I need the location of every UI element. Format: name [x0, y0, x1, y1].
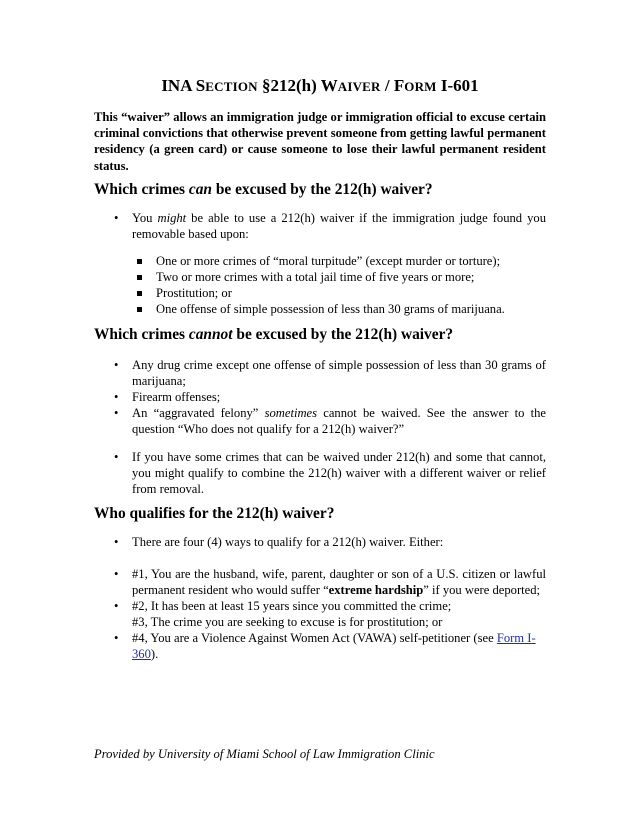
list-item: [132, 210, 546, 242]
link-text: 360: [132, 647, 151, 661]
sub-list-item: Two or more crimes with a total jail time of five years or more;: [156, 270, 475, 284]
title-form: ORM: [404, 79, 437, 94]
list-item-continuation: #3, The crime you are seeking to excuse is for prostitution; or: [132, 615, 443, 629]
title-prefix: INA: [161, 76, 196, 95]
bullet-icon: •: [114, 390, 119, 404]
title-s: S: [195, 76, 206, 95]
link-text: Form I-: [496, 631, 536, 645]
list-item: Any drug crime except one offense of simple possession of less than 30 grams of marijuana;: [132, 358, 546, 388]
heading-emphasis: cannot: [188, 326, 233, 343]
item-text: ).: [150, 647, 159, 661]
footer-credit: Provided by University of Miami School of Law Immigration Clinic: [94, 747, 435, 761]
bullet-icon: •: [114, 211, 119, 225]
section-heading-qualifies: Who qualifies for the 212(h) waiver?: [94, 505, 335, 522]
sub-list-item: One or more crimes of “moral turpitude” (except murder or torture);: [156, 254, 501, 268]
list-item: If you have some crimes that can be waived under 212(h) and some that cannot, you might qualify to combine the 212(h) waiver with a different waiver or relief from removal.: [132, 450, 546, 496]
title-form-number: I-601: [436, 76, 479, 95]
list-item: Firearm offenses;: [132, 390, 221, 404]
bullet-icon: •: [114, 567, 119, 581]
list-item: [132, 630, 546, 662]
bullet-icon: •: [114, 535, 119, 549]
list-item: #2, It has been at least 15 years since you committed the crime;: [132, 599, 452, 613]
item-text: You: [132, 211, 158, 225]
title-section: ECTION: [205, 79, 258, 94]
item-emphasis: might: [157, 211, 187, 225]
square-bullet-icon: [137, 291, 142, 296]
item-text: cannot be waived. See the answer to the question “Who does not qualify for a 212(h) waiver?”: [132, 406, 546, 436]
title-separator: /: [380, 76, 394, 95]
bullet-icon: •: [114, 358, 119, 372]
title-waiver: AIVER: [337, 79, 381, 94]
title-section-number: §212(h): [257, 76, 321, 95]
title-w: W: [320, 76, 338, 95]
heading-text: be excused by the 212(h) waiver?: [212, 181, 433, 198]
item-text: ” if you were deported;: [423, 583, 541, 597]
sub-list-item: Prostitution; or: [156, 286, 232, 300]
bullet-icon: •: [114, 450, 119, 464]
heading-text: Which crimes: [94, 326, 189, 343]
section-heading-cannot: [94, 326, 554, 344]
item-text: be able to use a 212(h) waiver if the immigration judge found you removable based upon:: [132, 211, 546, 241]
page-title: [0, 76, 640, 96]
heading-text: Which crimes: [94, 181, 189, 198]
section-heading-can: [94, 181, 554, 199]
list-item: [132, 405, 546, 437]
bullet-icon: •: [114, 406, 119, 420]
heading-text: be excused by the 212(h) waiver?: [232, 326, 454, 343]
title-f: F: [393, 76, 405, 95]
list-item: There are four (4) ways to qualify for a 212(h) waiver. Either:: [132, 535, 444, 549]
square-bullet-icon: [137, 307, 142, 312]
square-bullet-icon: [137, 275, 142, 280]
heading-emphasis: can: [188, 181, 212, 198]
item-bold: extreme hardship: [328, 583, 424, 597]
square-bullet-icon: [137, 259, 142, 264]
item-text: #1, You are the husband, wife, parent, daughter or son of a U.S. citizen or lawful permanent resident who would suffer “: [132, 567, 546, 597]
bullet-icon: •: [114, 631, 119, 645]
intro-paragraph: This “waiver” allows an immigration judge or immigration official to excuse certain criminal convictions that otherwise prevent someone from getting lawful permanent residency (a green card) or cause someone to lose their lawful permanent resident status.: [94, 110, 546, 173]
item-emphasis: sometimes: [264, 406, 318, 420]
sub-list-item: One offense of simple possession of less than 30 grams of marijuana.: [156, 302, 505, 316]
bullet-icon: •: [114, 599, 119, 613]
list-item: [132, 566, 546, 598]
item-text: An “aggravated felony”: [132, 406, 265, 420]
item-text: #4, You are a Violence Against Women Act (VAWA) self-petitioner (see: [132, 631, 497, 645]
